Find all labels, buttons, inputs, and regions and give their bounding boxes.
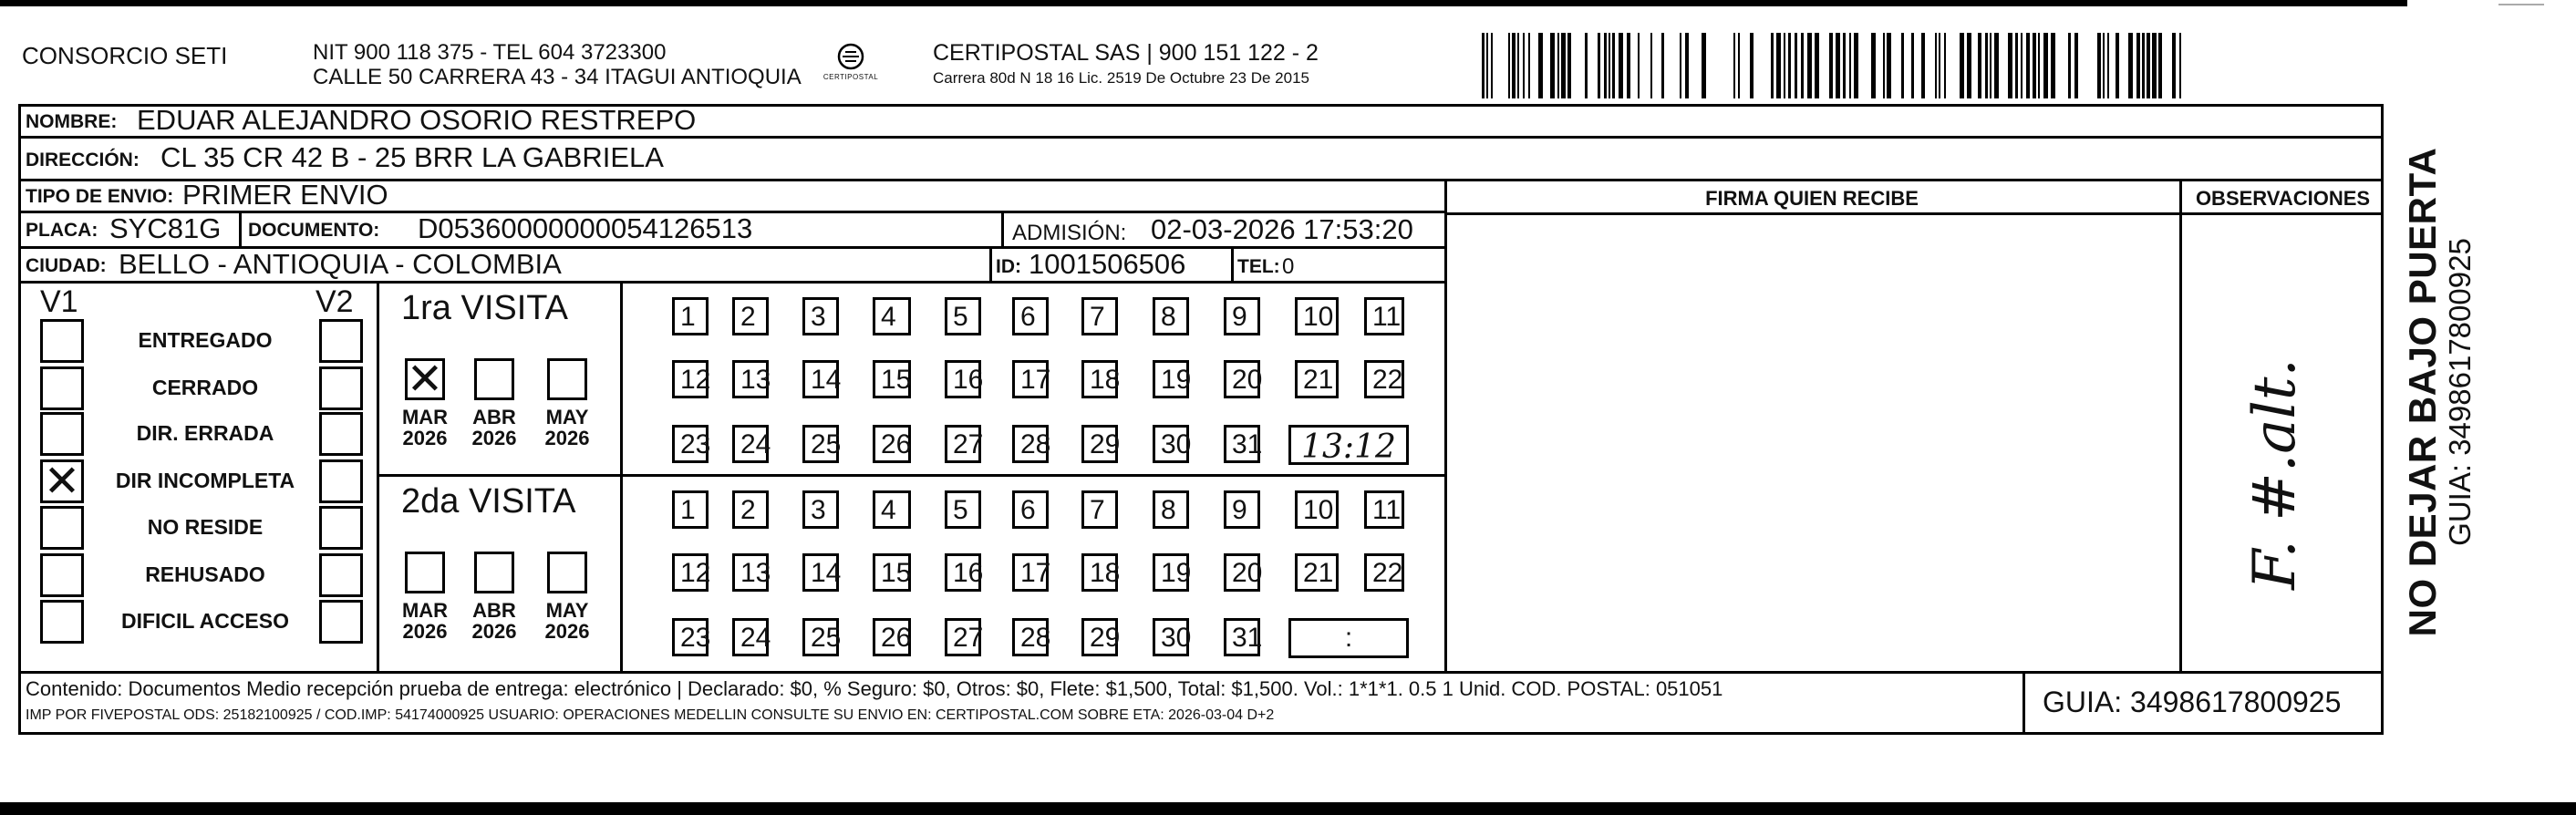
v1-checkbox[interactable] [40, 319, 84, 363]
day-cell[interactable]: 2 [732, 490, 769, 529]
month-label [398, 407, 452, 449]
status-option-label: REHUSADO [145, 562, 265, 586]
footer-guia-divider [2023, 671, 2025, 735]
day-cell[interactable]: 3 [802, 297, 839, 335]
v2-checkbox[interactable] [319, 506, 363, 550]
month-year: 2026 [471, 427, 517, 450]
day-cell[interactable]: 16 [945, 553, 981, 592]
day-cell[interactable]: 28 [1012, 425, 1049, 463]
ciudad-value: BELLO - ANTIOQUIA - COLOMBIA [119, 248, 562, 280]
month-label [540, 407, 595, 449]
month-year: 2026 [544, 620, 590, 644]
handwriting-text: F. #.alt. [2241, 358, 2309, 590]
v2-checkbox[interactable] [319, 600, 363, 644]
id-divider [989, 246, 992, 281]
tel-divider [1231, 246, 1234, 281]
status-option-label: NO RESIDE [147, 515, 264, 539]
day-cell[interactable]: 28 [1012, 618, 1049, 656]
day-cell[interactable]: 12 [672, 360, 709, 398]
observaciones-header: OBSERVACIONES [2195, 187, 2371, 210]
observaciones-handwriting [2216, 310, 2334, 638]
documento-label: DOCUMENTO: [248, 220, 380, 241]
day-cell[interactable]: 8 [1153, 297, 1189, 335]
tel-value: 0 [1282, 254, 1295, 279]
side-guia: GUIA: 3498617800925 [2443, 238, 2477, 546]
day-cell[interactable]: 15 [873, 360, 911, 398]
placa-label: PLACA: [26, 220, 98, 241]
month-name: ABR [472, 406, 516, 428]
documento-value: D05360000000054126513 [418, 212, 753, 244]
month-year: 2026 [544, 427, 590, 450]
month-checkbox[interactable] [547, 358, 587, 400]
day-cell[interactable]: 30 [1153, 425, 1189, 463]
v1-header: V1 [40, 284, 78, 319]
bottom-border-bar [0, 802, 2576, 815]
v1-checkbox[interactable] [40, 456, 84, 507]
day-cell[interactable]: 24 [732, 425, 769, 463]
firma-header: FIRMA QUIEN RECIBE [1705, 187, 1919, 210]
visit-mid-line [377, 474, 1444, 477]
month-checkbox[interactable] [547, 552, 587, 593]
day-cell[interactable]: 24 [732, 618, 769, 656]
day-cell[interactable]: 30 [1153, 618, 1189, 656]
day-cell[interactable]: 27 [945, 425, 981, 463]
logo-text: CERTIPOSTAL [822, 73, 879, 81]
day-cell[interactable]: 13 [732, 553, 769, 592]
day-cell[interactable]: 14 [802, 360, 839, 398]
day-cell[interactable]: 8 [1153, 490, 1189, 529]
admision-divider [1001, 211, 1004, 246]
day-cell[interactable]: 16 [945, 360, 981, 398]
status-option-label: DIR. ERRADA [136, 421, 274, 445]
time-box[interactable]: 13:12 [1288, 425, 1409, 465]
month-label [467, 407, 522, 449]
month-checkbox[interactable] [405, 552, 445, 593]
footer-content-line: Contenido: Documentos Medio recepción prueba de entrega: electrónico | Declarado: $0, % Seguro: $0, Otros: $0, Flete: $1,500, Total: $1,500. Vol.: 1*1*1. 0.5 1 Unid. COD. POSTAL: 051051 [26, 677, 1723, 700]
footer-line [18, 671, 2384, 674]
check-mark-icon: ✕ [406, 354, 444, 405]
check-mark-icon: ✕ [43, 456, 81, 507]
tel-label: TEL: [1237, 256, 1280, 277]
day-cell[interactable]: 23 [672, 618, 709, 656]
certipostal-line: CERTIPOSTAL SAS | 900 151 122 - 2 [933, 40, 1319, 66]
month-name: MAR [401, 406, 449, 428]
day-cell[interactable]: 4 [873, 490, 911, 529]
day-cell[interactable]: 1 [672, 490, 709, 529]
day-cell[interactable]: 22 [1364, 553, 1404, 592]
v2-checkbox[interactable] [319, 553, 363, 597]
day-cell[interactable]: 6 [1012, 297, 1049, 335]
tipo-value: PRIMER ENVIO [182, 179, 388, 211]
month-name: MAY [545, 599, 589, 622]
day-cell[interactable]: 3 [802, 490, 839, 529]
top-right-dash [2498, 4, 2544, 5]
v1-checkbox[interactable] [40, 366, 84, 410]
day-cell[interactable]: 4 [873, 297, 911, 335]
status-option-label: DIR INCOMPLETA [115, 469, 295, 492]
day-cell[interactable]: 17 [1012, 553, 1049, 592]
day-cell[interactable]: 9 [1224, 297, 1260, 335]
day-cell[interactable]: 21 [1295, 553, 1339, 592]
month-year: 2026 [402, 427, 448, 450]
month-name: MAR [401, 599, 449, 622]
day-cell[interactable]: 18 [1081, 553, 1118, 592]
nit-line: NIT 900 118 375 - TEL 604 3723300 [313, 40, 667, 65]
ciudad-label: CIUDAD: [26, 255, 107, 276]
day-cell[interactable]: 18 [1081, 360, 1118, 398]
day-cell[interactable]: 20 [1224, 553, 1260, 592]
visit-1-title: 1ra VISITA [401, 289, 569, 327]
nombre-value: EDUAR ALEJANDRO OSORIO RESTREPO [137, 104, 697, 136]
status-option-label: DIFICIL ACCESO [120, 609, 289, 633]
month-label [540, 600, 595, 642]
v2-checkbox[interactable] [319, 319, 363, 363]
day-cell[interactable]: 9 [1224, 490, 1260, 529]
day-cell[interactable]: 12 [672, 553, 709, 592]
direccion-value: CL 35 CR 42 B - 25 BRR LA GABRIELA [160, 141, 664, 173]
day-cell[interactable]: 26 [873, 618, 911, 656]
day-cell[interactable]: 11 [1364, 490, 1404, 529]
day-cell[interactable]: 17 [1012, 360, 1049, 398]
month-year: 2026 [402, 620, 448, 644]
day-cell[interactable]: 5 [945, 297, 981, 335]
day-cell[interactable]: 10 [1295, 297, 1339, 335]
id-label: ID: [996, 256, 1021, 277]
v2-checkbox[interactable] [319, 459, 363, 503]
month-checkbox[interactable] [474, 552, 514, 593]
month-checkbox[interactable] [405, 354, 445, 405]
certipostal-logo [814, 40, 887, 93]
tipo-label: TIPO DE ENVIO: [26, 186, 174, 207]
firma-left-line [1444, 179, 1447, 671]
month-checkbox[interactable] [474, 358, 514, 400]
day-cell[interactable]: 31 [1224, 618, 1260, 656]
day-cell[interactable]: 11 [1364, 297, 1404, 335]
id-value: 1001506506 [1029, 248, 1186, 280]
v1-checkbox[interactable] [40, 412, 84, 456]
direccion-label: DIRECCIÓN: [26, 150, 140, 170]
barcode [1482, 33, 2202, 98]
month-year: 2026 [471, 620, 517, 644]
month-label [398, 600, 452, 642]
v1-checkbox[interactable] [40, 553, 84, 597]
day-cell[interactable]: 19 [1153, 360, 1189, 398]
day-cell[interactable]: 5 [945, 490, 981, 529]
row-line-5 [18, 281, 1444, 284]
day-cell[interactable]: 22 [1364, 360, 1404, 398]
side-warning: NO DEJAR BAJO PUERTA [2401, 147, 2444, 637]
day-cell[interactable]: 19 [1153, 553, 1189, 592]
v2-header: V2 [316, 284, 354, 319]
placa-divider [239, 211, 242, 246]
footer-imp-line: IMP POR FIVEPOSTAL ODS: 25182100925 / COD.IMP: 54174000925 USUARIO: OPERACIONES MEDELLIN CONSULTE SU ENVIO EN: CERTIPOSTAL.COM SOBRE ETA: 2026-03-04 D+2 [26, 707, 1275, 723]
top-border-bar [0, 0, 2407, 6]
day-cell[interactable]: 13 [732, 360, 769, 398]
v2-checkbox[interactable] [319, 412, 363, 456]
day-cell[interactable]: 23 [672, 425, 709, 463]
day-cell[interactable]: 15 [873, 553, 911, 592]
status-option-label: ENTREGADO [138, 328, 273, 352]
day-cell[interactable]: 1 [672, 297, 709, 335]
v1-checkbox[interactable] [40, 506, 84, 550]
admision-label: ADMISIÓN: [1012, 221, 1127, 245]
day-cell[interactable]: 31 [1224, 425, 1260, 463]
v2-checkbox[interactable] [319, 366, 363, 410]
nombre-label: NOMBRE: [26, 111, 118, 132]
day-cell[interactable]: 14 [802, 553, 839, 592]
admision-value: 02-03-2026 17:53:20 [1151, 213, 1413, 245]
month-name: MAY [545, 406, 589, 428]
address-line: CALLE 50 CARRERA 43 - 34 ITAGUI ANTIOQUIA [313, 65, 802, 89]
day-cell[interactable]: 10 [1295, 490, 1339, 529]
day-cell[interactable]: 29 [1081, 618, 1118, 656]
day-cell[interactable]: 26 [873, 425, 911, 463]
obs-left-line [2179, 179, 2182, 671]
certipostal-license: Carrera 80d N 18 16 Lic. 2519 De Octubre 23 De 2015 [933, 69, 1309, 87]
header-firma-line [1444, 212, 2384, 215]
status-option-label: CERRADO [151, 376, 259, 399]
company-name: CONSORCIO SETI [22, 42, 228, 69]
day-cell[interactable]: 25 [802, 618, 839, 656]
day-cell[interactable]: 2 [732, 297, 769, 335]
visit-2-title: 2da VISITA [401, 482, 576, 521]
day-cell[interactable]: 25 [802, 425, 839, 463]
placa-value: SYC81G [109, 212, 222, 244]
side-text [2385, 137, 2494, 647]
day-cell[interactable]: 7 [1081, 490, 1118, 529]
day-cell[interactable]: 6 [1012, 490, 1049, 529]
day-cell[interactable]: 20 [1224, 360, 1260, 398]
time-box[interactable]: : [1288, 618, 1409, 658]
v1-checkbox[interactable] [40, 600, 84, 644]
month-label [467, 600, 522, 642]
day-cell[interactable]: 29 [1081, 425, 1118, 463]
footer-guia: GUIA: 3498617800925 [2043, 686, 2342, 718]
day-cell[interactable]: 7 [1081, 297, 1118, 335]
day-cell[interactable]: 27 [945, 618, 981, 656]
day-cell[interactable]: 21 [1295, 360, 1339, 398]
month-name: ABR [472, 599, 516, 622]
